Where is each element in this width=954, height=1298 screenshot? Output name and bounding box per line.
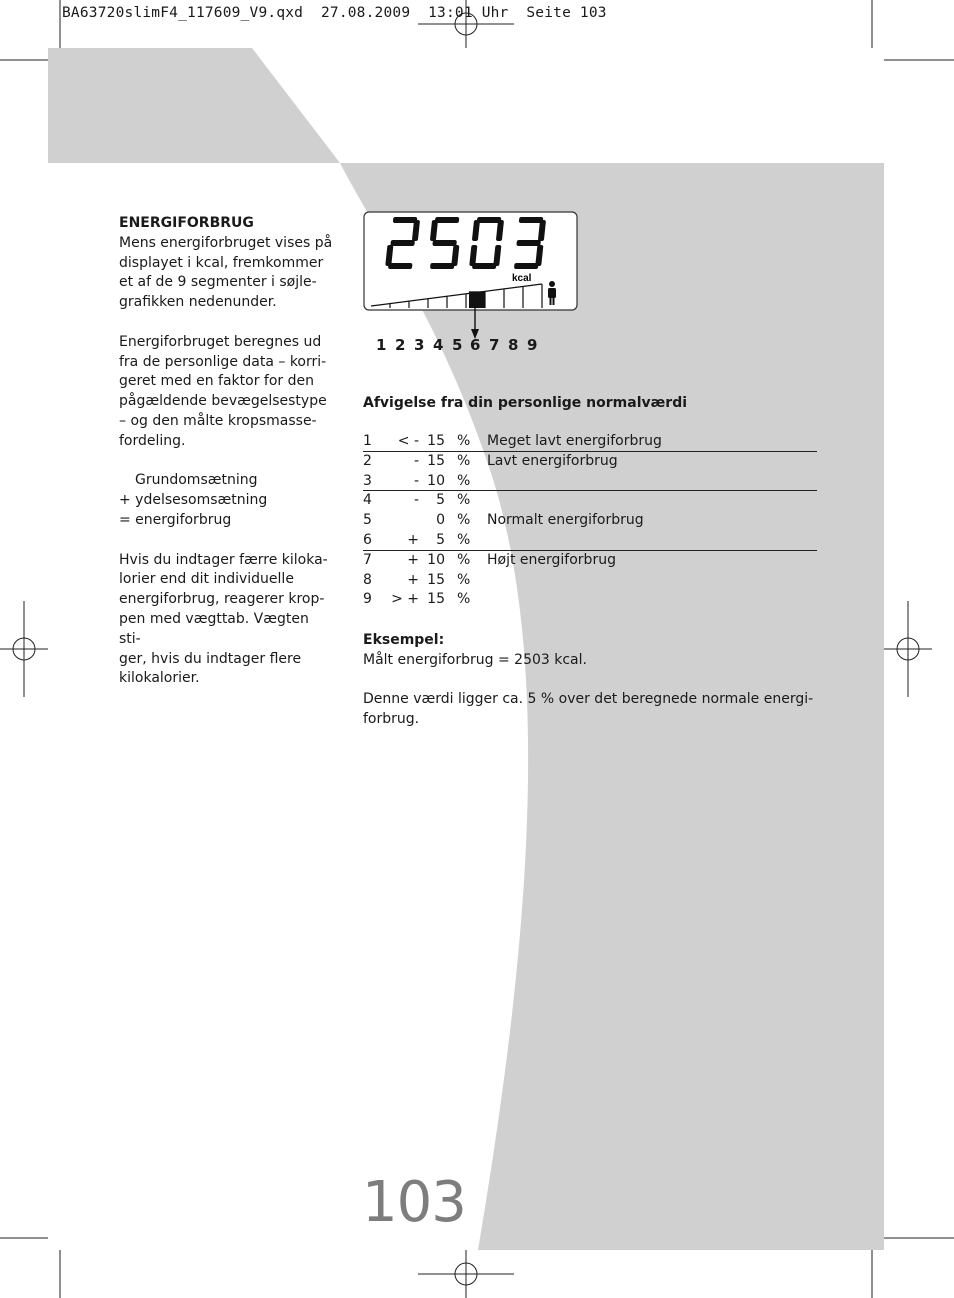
calculation-paragraph: Energiforbruget beregnes ud fra de personlige data – korri- geret med en faktor for den pågældende bevægelsestype – og den målte kropsmasse- fordeling. (119, 333, 327, 449)
example-heading: Eksempel: (363, 632, 445, 648)
weight-paragraph: Hvis du indtager færre kiloka- lorier end dit individuelle energiforbrug, reagerer krop- pen med vægttab. Vægten sti- ger, hvis du indtager flere kilokalorier. (119, 551, 328, 687)
intro-paragraph: Mens energiforbruget vises på displayet i kcal, fremkommer et af de 9 segmenter i søjle- grafikken nedenunder. (119, 234, 333, 311)
deviation-heading: Afvigelse fra din personlige normalværdi (363, 395, 688, 411)
table-row: 5 0 % Normalt energiforbrug (363, 512, 644, 529)
section-heading: ENERGIFORBRUG (119, 215, 254, 231)
table-row: 8 + 15 % (363, 571, 471, 588)
deviation-table (363, 432, 817, 610)
page-number: 103 (362, 1170, 466, 1235)
lcd-segment (435, 217, 460, 223)
table-row: 6 + 5 % (363, 531, 817, 551)
formula: Grundomsætning + ydelsesomsætning = energiforbrug (119, 472, 268, 528)
table-row: 9 > + 15 % (363, 591, 471, 608)
segment-label: 8 (508, 336, 519, 354)
table-row: 3 - 10 % (363, 472, 817, 492)
table-row: 1 < - 15 % Meget lavt energiforbrug (363, 432, 817, 452)
lcd-segment (432, 240, 457, 246)
active-segment (469, 291, 485, 308)
segment-label: 7 (489, 336, 500, 354)
table-row: 2 - 15 % Lavt energiforbrug (363, 452, 618, 469)
segment-label: 2 (395, 336, 406, 354)
segment-label: 6 (470, 336, 481, 354)
lcd-segment (519, 217, 544, 223)
segment-label: 5 (452, 336, 463, 354)
unit-label: kcal (512, 273, 532, 284)
lcd-segment (388, 263, 413, 269)
lcd-segment (514, 263, 539, 269)
left-column (119, 214, 334, 709)
example-line: Målt energiforbrug = 2503 kcal. (363, 651, 587, 668)
table-row: 4 - 5 % (363, 492, 471, 509)
table-row: 7 + 10 % Højt energiforbrug (363, 551, 616, 568)
lcd-segment (477, 217, 502, 223)
file-header: BA63720slimF4_117609_V9.qxd 27.08.2009 13:01 Uhr Seite 103 (62, 5, 607, 21)
lcd-segment (472, 263, 497, 269)
lcd-segment (516, 240, 541, 246)
segment-label: 9 (527, 336, 538, 354)
lcd-segment (390, 240, 415, 246)
lcd-segment (393, 217, 418, 223)
segment-label: 1 (376, 336, 387, 354)
example-section (363, 631, 823, 730)
segment-label: 3 (414, 336, 425, 354)
scale-display-illustration (363, 211, 579, 341)
lcd-segment (430, 263, 455, 269)
segment-label: 4 (433, 336, 444, 354)
example-note: Denne værdi ligger ca. 5 % over det beregnede normale energi- forbrug. (363, 691, 814, 728)
